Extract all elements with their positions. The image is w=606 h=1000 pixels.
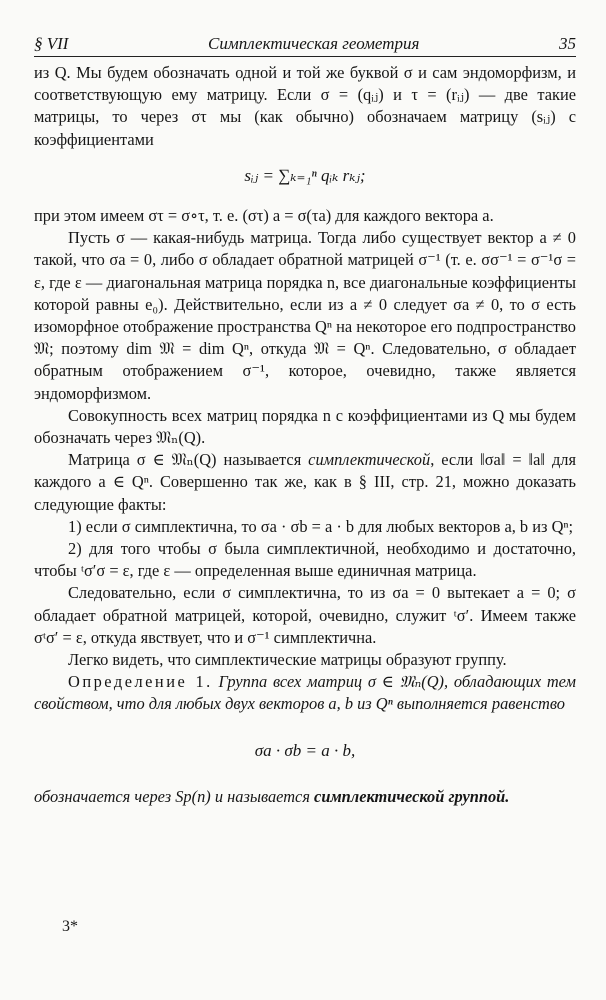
definition-conclusion (34, 786, 576, 808)
section-label: § VII (34, 34, 69, 53)
page-number: 35 (558, 34, 576, 53)
symplectic-term: симплектической (308, 450, 431, 470)
fact-1: 1) если σ симплектична, то σa · σb = a · b для любых векторов a, b из Qⁿ; (68, 516, 574, 536)
conclusion-text: обозначается через Sp(n) и называется (34, 786, 315, 806)
paragraph-composition: при этом имеем στ = σ∘τ, т. е. (στ) a = σ(τa) для каждого вектора a. (34, 206, 494, 226)
sum-formula: sᵢⱼ = ∑ₖ₌₁ⁿ qᵢₖ rₖⱼ; (244, 165, 366, 185)
definition-text: Группа всех матриц σ ∈ 𝔐ₙ(Q), обладающих тем свойством, что для любых двух векторов a, b из Qⁿ выполняется равенство (34, 672, 577, 714)
paragraph-group: Легко видеть, что симплектические матрицы образуют группу. (68, 650, 507, 670)
paragraph-inverse: Пусть σ — какая-нибудь матрица. Тогда либо существует вектор a ≠ 0 такой, что σa = 0, либо σ обладает обратной матрицей σ⁻¹ (т. е. σσ⁻¹ = σ⁻¹σ = ε, где ε — диагональная матрица порядка n, все диагональные коэффициенты которой равны e₀). Действительно, если из a ≠ 0 следует σa ≠ 0, то σ есть изоморфное отображение пространства Qⁿ на некоторое его подпространство 𝔐; поэтому dim 𝔐 = dim Qⁿ, откуда 𝔐 = Qⁿ. Следовательно, σ обладает обратным отображением σ⁻¹, которое, очевидно, также является эндоморфизмом. (34, 228, 576, 403)
paragraph-consequence: Следовательно, если σ симплектична, то из σa = 0 вытекает a = 0; σ обладает обратной матрицей, которой, очевидно, служит ᵗσ′. Имеем также σᵗσ′ = ε, откуда явствует, что и σ⁻¹ симплектична. (34, 583, 576, 647)
paragraph-matrix-set: Совокупность всех матриц порядка n с коэффициентами из Q мы будем обозначать через 𝔐ₙ(Q). (34, 405, 576, 448)
invariance-formula: σa · σb = a · b, (254, 740, 356, 760)
definition-label: Определение 1. (68, 672, 213, 692)
running-header (34, 28, 576, 54)
symplectic-intro: Матрица σ ∈ 𝔐ₙ(Q) называется (68, 450, 309, 470)
header-rule (34, 56, 576, 57)
fact-2: 2) для того чтобы σ была симплектичной, необходимо и достаточно, чтобы ᵗσ′σ = ε, где ε — определенная выше единичная матрица. (34, 539, 576, 581)
symplectic-rest: , если ‖σa‖ = ‖a‖ для каждого a ∈ Qⁿ. Совершенно так же, как в § III, стр. 21, можно доказать следующие факты: (34, 450, 576, 514)
signature-mark: 3* (62, 918, 78, 935)
running-title: Симплектическая геометрия (208, 34, 420, 53)
definition-1 (34, 671, 576, 715)
paragraph-continuation: из Q. Мы будем обозначать одной и той же буквой σ и сам эндоморфизм, и соответствующую ему матрицу. Если σ = (qᵢⱼ) и τ = (rᵢⱼ) — две такие матрицы, то через στ мы (как обычно) обозначаем матрицу (sᵢⱼ) с коэффициентами (34, 63, 576, 149)
symplectic-group-term: симплектической группой. (314, 786, 510, 806)
body-text (34, 62, 576, 808)
paragraph-symplectic-definition (34, 449, 576, 516)
